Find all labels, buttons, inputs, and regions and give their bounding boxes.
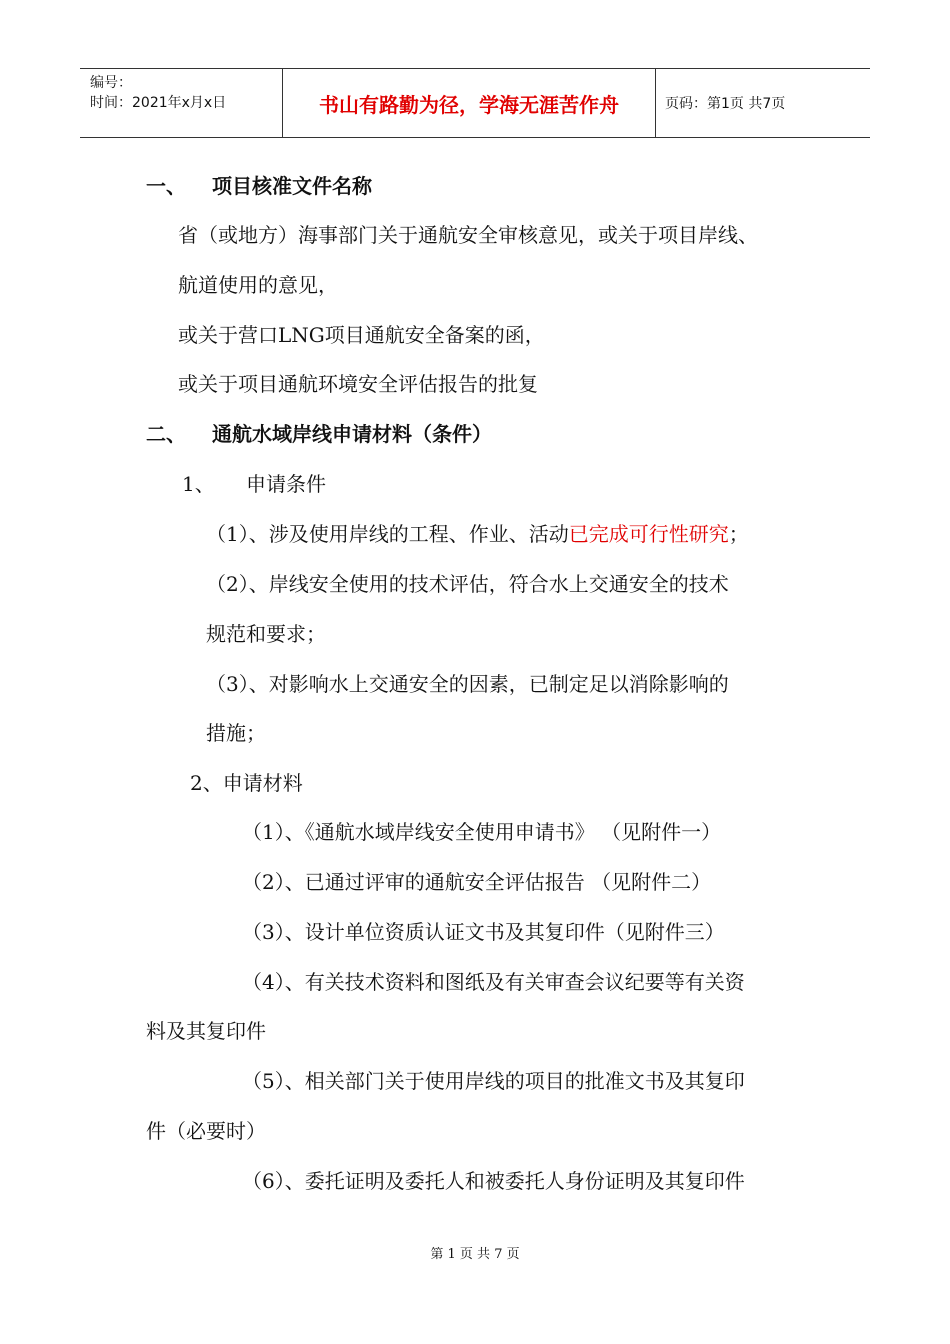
section1-line-1: 省（或地方）海事部门关于通航安全审核意见，或关于项目岸线、 [178, 223, 758, 247]
page-footer: 第 1 页 共 7 页 [430, 1247, 520, 1262]
header-motto: 书山有路勤为径，学海无涯苦作舟 [282, 69, 656, 137]
material-3: （3）、设计单位资质认证文书及其复印件（见附件三） [242, 920, 725, 944]
section1-title: 项目核准文件名称 [212, 174, 372, 198]
material-4-line-1: （4）、有关技术资料和图纸及有关审查会议纪要等有关资 [242, 970, 745, 994]
condition-2-line-2: 规范和要求； [206, 622, 326, 646]
section2-number: 二、 [146, 422, 186, 446]
condition-1-end: ； [728, 522, 749, 546]
header-page-info: 页码：第1页 共7页 [665, 96, 786, 112]
condition-2-line-1: （2）、岸线安全使用的技术评估，符合水上交通安全的技术 [206, 572, 729, 596]
document-time: 时间：2021年x月x日 [90, 95, 227, 111]
condition-3-line-1: （3）、对影响水上交通安全的因素，已制定足以消除影响的 [206, 672, 729, 696]
condition-3-line-2: 措施； [206, 721, 266, 745]
material-2: （2）、已通过评审的通航安全评估报告 （见附件二） [242, 870, 712, 894]
section1-line-3: 或关于营口LNG项目通航安全备案的函， [178, 323, 545, 347]
subsection2-title: 2、申请材料 [190, 771, 303, 795]
subsection1-number: 1、 [182, 472, 215, 496]
section2-title: 通航水域岸线申请材料（条件） [212, 422, 492, 446]
material-1: （1）、《通航水域岸线安全使用申请书》 （见附件一） [242, 820, 722, 844]
section1-line-2: 航道使用的意见， [178, 273, 338, 297]
subsection1-title: 申请条件 [246, 472, 326, 496]
condition-1-text: （1）、涉及使用岸线的工程、作业、活动 [206, 522, 569, 546]
condition-1-highlight: 已完成可行性研究 [568, 522, 729, 546]
material-5-line-2: 件（必要时） [146, 1119, 266, 1143]
section1-number: 一、 [146, 174, 186, 198]
section1-line-4: 或关于项目通航环境安全评估报告的批复 [178, 372, 538, 396]
condition-1 [206, 520, 749, 548]
material-6: （6）、委托证明及委托人和被委托人身份证明及其复印件 [242, 1169, 745, 1193]
material-4-line-2: 料及其复印件 [146, 1019, 266, 1043]
material-5-line-1: （5）、相关部门关于使用岸线的项目的批准文书及其复印 [242, 1069, 745, 1093]
document-number: 编号： [90, 75, 132, 91]
header-meta [80, 69, 282, 137]
document-header [80, 68, 870, 138]
